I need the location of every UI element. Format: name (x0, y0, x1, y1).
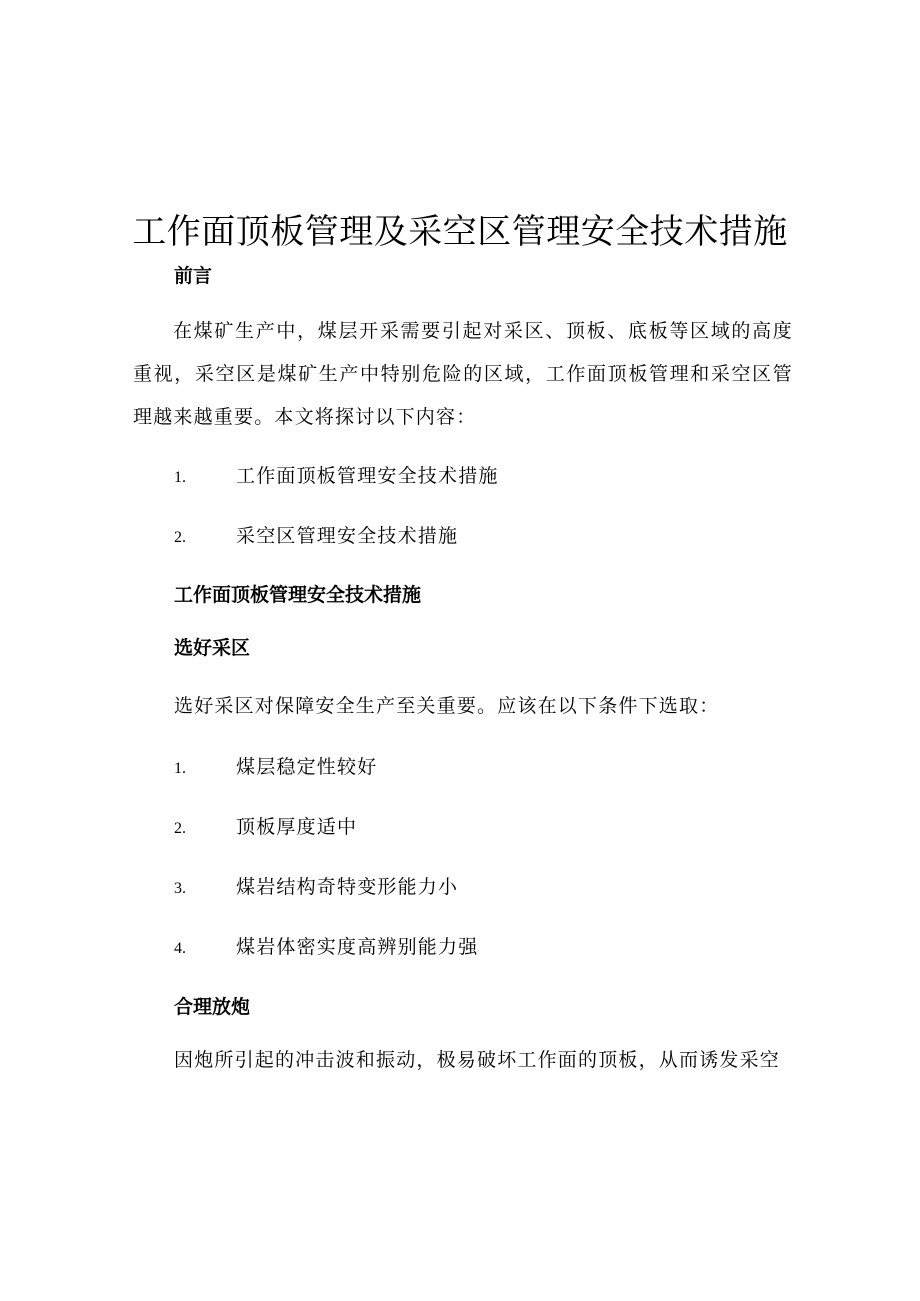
list-item-number: 2. (174, 529, 186, 546)
list-item-text: 煤岩体密实度高辨别能力强 (236, 936, 479, 958)
blasting-paragraph: 因炮所引起的冲击波和振动，极易破坏工作面的顶板，从而诱发采空 (174, 1049, 781, 1071)
section-heading-roof-management: 工作面顶板管理安全技术措施 (174, 584, 422, 606)
condition-list-item (174, 873, 458, 903)
list-item-number: 4. (174, 940, 186, 957)
subheading-blasting: 合理放炮 (174, 996, 251, 1018)
select-mining-area-paragraph: 选好采区对保障安全生产至关重要。应该在以下条件下选取： (174, 695, 720, 717)
list-item-number: 1. (174, 469, 186, 486)
list-item-number: 2. (174, 820, 186, 837)
condition-list-item (174, 813, 357, 843)
preface-list-item (174, 522, 458, 552)
subheading-select-mining-area: 选好采区 (174, 637, 251, 659)
condition-list-item (174, 753, 377, 783)
list-item-number: 3. (174, 880, 186, 897)
list-item-text: 煤层稳定性较好 (236, 756, 378, 778)
condition-list-item (174, 933, 478, 963)
list-item-text: 煤岩结构奇特变形能力小 (236, 876, 459, 898)
document-title: 工作面顶板管理及采空区管理安全技术措施 (132, 212, 788, 252)
preface-paragraph: 在煤矿生产中，煤层开采需要引起对采区、顶板、底板等区域的高度重视，采空区是煤矿生产中特别危险的区域，工作面顶板管理和采空区管理越来越重要。本文将探讨以下内容： (133, 320, 793, 428)
list-item-number: 1. (174, 760, 186, 777)
list-item-text: 工作面顶板管理安全技术措施 (236, 465, 499, 487)
list-item-text: 采空区管理安全技术措施 (236, 525, 459, 547)
list-item-text: 顶板厚度适中 (236, 816, 358, 838)
preface-heading: 前言 (174, 265, 213, 287)
preface-list-item (174, 462, 499, 492)
